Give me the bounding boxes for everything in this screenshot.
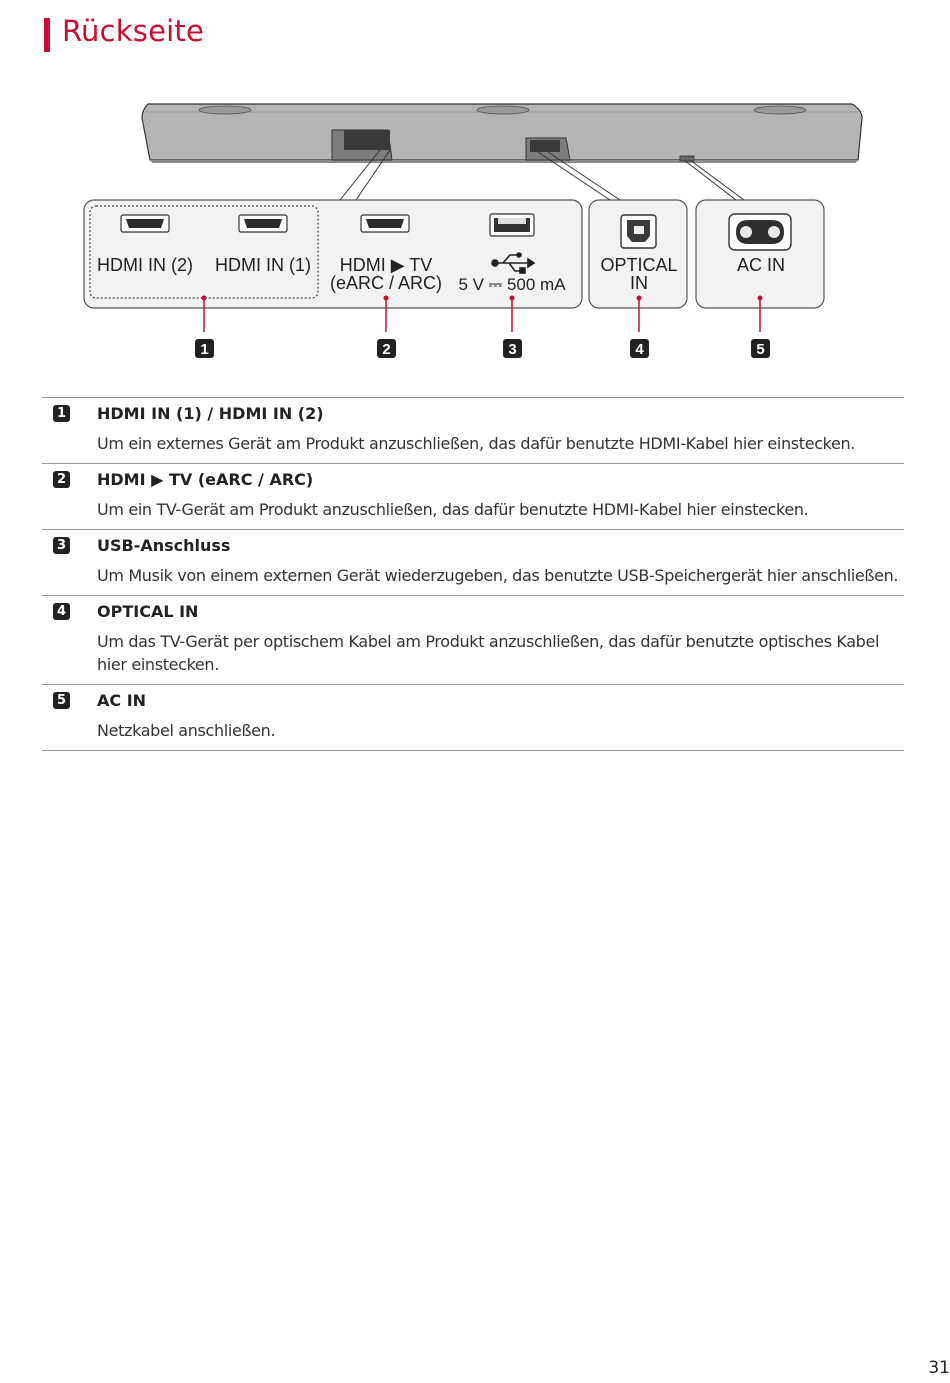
item-title: OPTICAL IN <box>97 602 199 621</box>
optical-label-line2: IN <box>630 273 648 293</box>
callout-number: 5 <box>756 341 765 358</box>
item-description: Um Musik von einem externen Gerät wiederzugeben, das benutzte USB-Speichergerät hier anschließen. <box>97 566 899 585</box>
table-row <box>42 464 904 530</box>
optical-label-line1: OPTICAL <box>600 255 678 275</box>
callout-number: 1 <box>200 341 209 358</box>
hdmi-in-2-label: HDMI IN (2) <box>97 255 193 275</box>
callout-badge <box>630 339 649 358</box>
item-description: Netzkabel anschließen. <box>97 721 276 740</box>
item-description: Um das TV-Gerät per optischem Kabel am Produkt anzuschließen, das dafür benutzte optisches Kabel hier einstecken. <box>97 632 880 674</box>
usb-power-label: 5 V ⎓ 500 mA <box>458 275 566 294</box>
item-number-badge: 5 <box>53 692 70 709</box>
ac-in-label: AC IN <box>736 255 786 275</box>
page-number: 31 <box>928 1358 950 1378</box>
table-row <box>42 398 904 464</box>
callout-badge <box>503 339 522 358</box>
item-number-badge: 3 <box>53 537 70 554</box>
item-number-badge: 1 <box>53 405 70 422</box>
item-number-badge: 4 <box>53 603 70 620</box>
page-title: Rückseite <box>62 14 204 48</box>
rear-panel-diagram <box>0 0 950 380</box>
item-description: Um ein externes Gerät am Produkt anzuschließen, das dafür benutzte HDMI-Kabel hier einstecken. <box>97 434 856 453</box>
callout-badge <box>751 339 770 358</box>
table-row <box>42 685 904 751</box>
ac-socket-icon <box>729 214 791 250</box>
hdmi-tv-label-line1: HDMI ▶ TV <box>339 255 433 275</box>
item-title: HDMI ▶ TV (eARC / ARC) <box>97 470 314 489</box>
hdmi-tv-label-line2: (eARC / ARC) <box>329 273 443 293</box>
item-title: USB-Anschluss <box>97 536 231 555</box>
soundbar-body <box>142 104 862 163</box>
hdmi-port-icon <box>361 215 409 232</box>
item-number-badge: 2 <box>53 471 70 488</box>
optical-port-icon <box>621 215 656 248</box>
port-description-table <box>42 397 904 751</box>
callout-number: 4 <box>635 341 644 358</box>
item-title: AC IN <box>97 691 147 710</box>
usb-port-icon <box>490 214 534 236</box>
item-title: HDMI IN (1) / HDMI IN (2) <box>97 404 324 423</box>
table-row <box>42 530 904 596</box>
callout-number: 3 <box>508 341 517 358</box>
hdmi-port-icon <box>239 215 287 232</box>
callout-number: 2 <box>382 341 391 358</box>
callout-badge <box>195 339 214 358</box>
callout-badge <box>377 339 396 358</box>
hdmi-port-icon <box>121 215 169 232</box>
hdmi-in-1-label: HDMI IN (1) <box>215 255 311 275</box>
table-row <box>42 596 904 685</box>
item-description: Um ein TV-Gerät am Produkt anzuschließen, das dafür benutzte HDMI-Kabel hier einstecken. <box>97 500 809 519</box>
